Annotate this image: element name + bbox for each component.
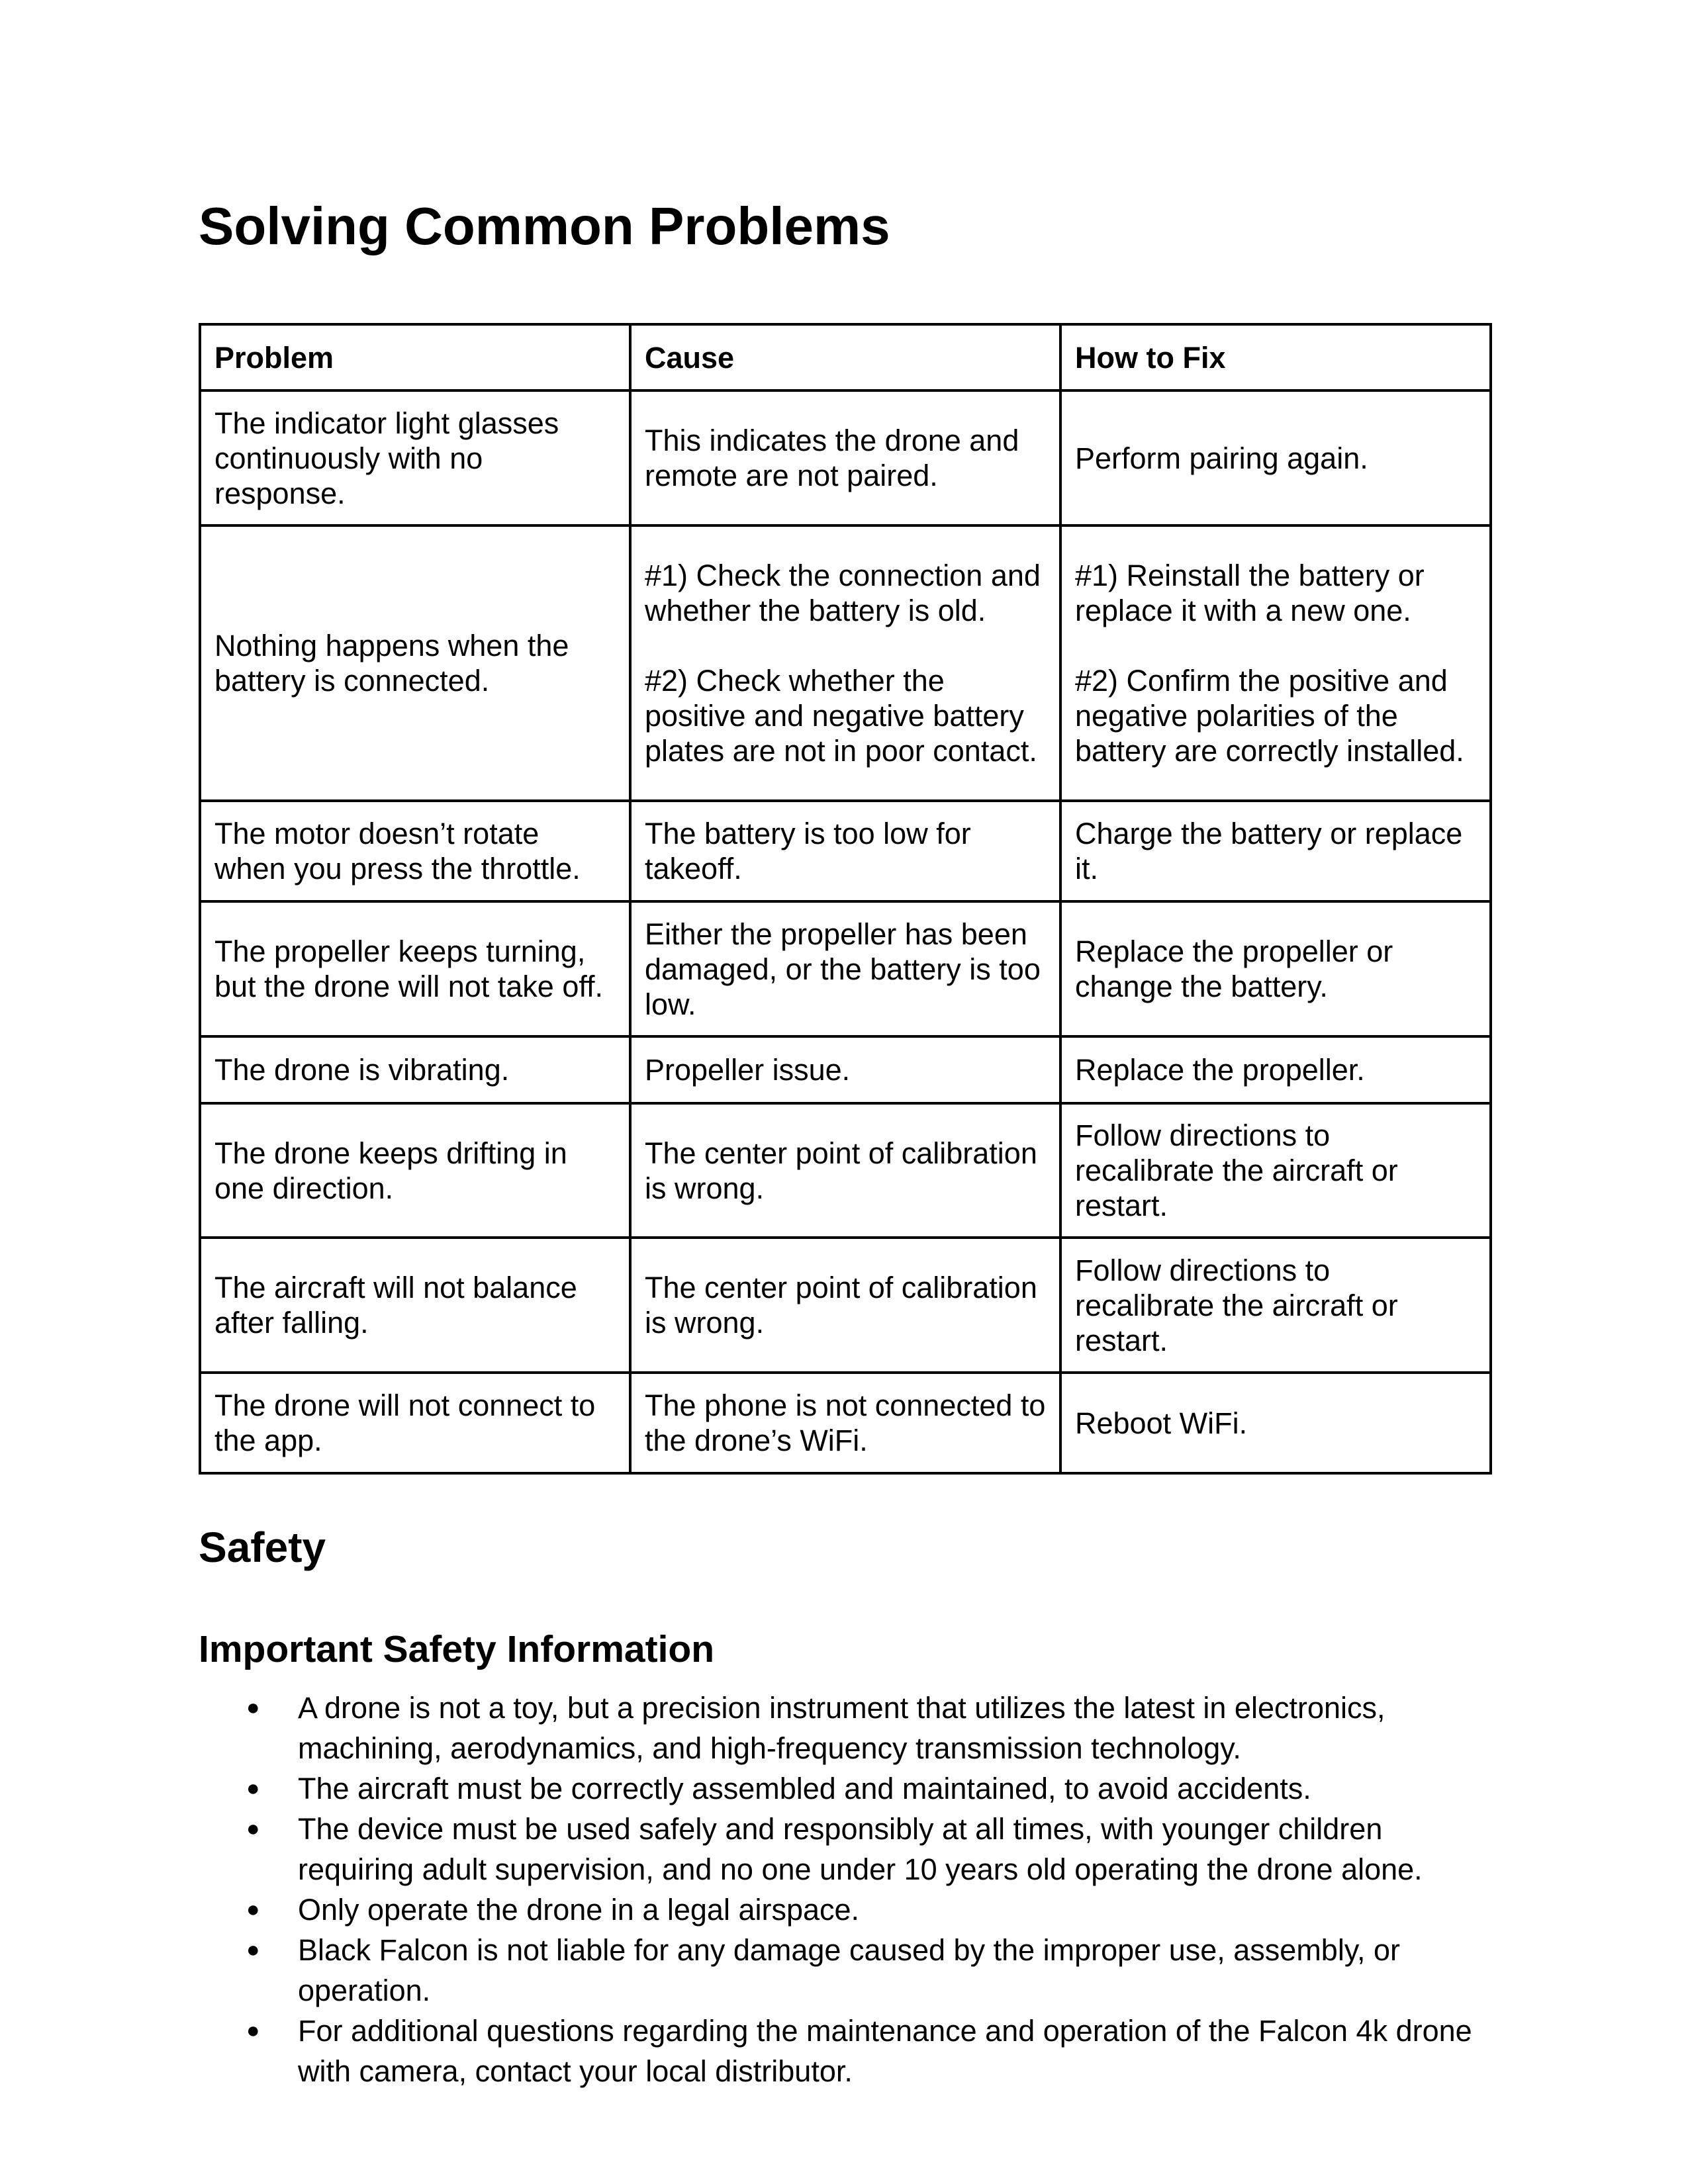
safety-subheading: Important Safety Information	[199, 1628, 715, 1670]
problem-cell	[200, 1238, 630, 1373]
fix-cell	[1060, 1036, 1491, 1103]
problem-cell	[200, 1103, 630, 1238]
cell-text: Either the propeller has been damaged, or the battery is too low.	[645, 917, 1041, 1021]
list-item-text: A drone is not a toy, but a precision instrument that utilizes the latest in electronics, machining, aerodynamics, and high-frequency transmission technology.	[298, 1691, 1385, 1765]
cause-cell	[630, 801, 1060, 901]
safety-list	[199, 1688, 1489, 2091]
list-item-text: Only operate the drone in a legal airspace.	[298, 1893, 860, 1927]
table-row	[200, 1036, 1491, 1103]
list-item	[199, 1768, 1489, 1809]
fix-cell	[1060, 390, 1491, 525]
table-header-row	[200, 324, 1491, 390]
fix-cell	[1060, 801, 1491, 901]
list-item	[199, 1688, 1489, 1768]
cause-cell	[630, 901, 1060, 1036]
cell-text: The drone keeps drifting in one direction.	[214, 1136, 567, 1205]
cause-cell	[630, 1373, 1060, 1473]
bullet-icon: ●	[246, 2018, 260, 2043]
cause-cell	[630, 390, 1060, 525]
list-item	[199, 1930, 1489, 2011]
header-how-to-fix: How to Fix	[1060, 324, 1491, 390]
cause-cell	[630, 1238, 1060, 1373]
list-item-text: Black Falcon is not liable for any damage caused by the improper use, assembly, or operation.	[298, 1933, 1400, 2007]
cell-text: The indicator light glasses continuously with no response.	[214, 406, 559, 510]
cell-text: Follow directions to recalibrate the aircraft or restart.	[1075, 1118, 1398, 1222]
problem-cell	[200, 801, 630, 901]
table-row	[200, 390, 1491, 525]
fix-cell	[1060, 901, 1491, 1036]
cell-text: This indicates the drone and remote are not paired.	[645, 424, 1019, 492]
cell-text: The aircraft will not balance after falling.	[214, 1271, 577, 1340]
cell-text: #2) Confirm the positive and negative polarities of the battery are correctly installed.	[1075, 664, 1464, 768]
table-row	[200, 901, 1491, 1036]
cell-text: #2) Check whether the positive and negative battery plates are not in poor contact.	[645, 664, 1037, 768]
list-item	[199, 2011, 1489, 2091]
problem-cell	[200, 1373, 630, 1473]
cell-text: #1) Check the connection and whether the battery is old.	[645, 559, 1041, 627]
problem-cell	[200, 390, 630, 525]
header-problem: Problem	[200, 324, 630, 390]
cell-text: The drone will not connect to the app.	[214, 1388, 596, 1457]
list-item-text: The aircraft must be correctly assembled and maintained, to avoid accidents.	[298, 1772, 1311, 1805]
list-item	[199, 1889, 1489, 1930]
problem-cell	[200, 525, 630, 801]
cell-text: The propeller keeps turning, but the drone will not take off.	[214, 934, 604, 1003]
table-row	[200, 1238, 1491, 1373]
list-item	[199, 1809, 1489, 1889]
bullet-icon: ●	[246, 1776, 260, 1801]
table-row	[200, 1103, 1491, 1238]
table-row	[200, 1373, 1491, 1473]
cause-cell	[630, 525, 1060, 801]
cause-cell	[630, 1036, 1060, 1103]
cell-text: #1) Reinstall the battery or replace it with a new one.	[1075, 559, 1425, 627]
bullet-icon: ●	[246, 1937, 260, 1962]
page-title: Solving Common Problems	[199, 197, 890, 255]
cause-cell	[630, 1103, 1060, 1238]
bullet-icon: ●	[246, 1897, 260, 1922]
table-row	[200, 801, 1491, 901]
cell-text: Propeller issue.	[645, 1053, 851, 1087]
list-item-text: For additional questions regarding the maintenance and operation of the Falcon 4k drone with camera, contact your local distributor.	[298, 2014, 1472, 2088]
list-item-text: The device must be used safely and responsibly at all times, with younger children requiring adult supervision, and no one under 10 years old operating the drone alone.	[298, 1812, 1423, 1886]
header-cause: Cause	[630, 324, 1060, 390]
troubleshooting-table	[199, 323, 1492, 1475]
safety-heading: Safety	[199, 1524, 326, 1571]
cell-text: The center point of calibration is wrong.	[645, 1271, 1037, 1340]
fix-cell	[1060, 1238, 1491, 1373]
cell-text: Follow directions to recalibrate the aircraft or restart.	[1075, 1253, 1398, 1357]
bullet-icon: ●	[246, 1695, 260, 1720]
table-row	[200, 525, 1491, 801]
cell-text: Perform pairing again.	[1075, 441, 1368, 475]
cell-text: Replace the propeller or change the battery.	[1075, 934, 1393, 1003]
cell-text: Replace the propeller.	[1075, 1053, 1365, 1087]
fix-cell	[1060, 1373, 1491, 1473]
problem-cell	[200, 1036, 630, 1103]
cell-text: Nothing happens when the battery is connected.	[214, 629, 569, 698]
cell-text: The center point of calibration is wrong.	[645, 1136, 1037, 1205]
cell-text: The phone is not connected to the drone’s WiFi.	[645, 1388, 1046, 1457]
cell-text: Charge the battery or replace it.	[1075, 817, 1463, 886]
bullet-icon: ●	[246, 1816, 260, 1841]
cell-text: Reboot WiFi.	[1075, 1406, 1248, 1440]
fix-cell	[1060, 525, 1491, 801]
fix-cell	[1060, 1103, 1491, 1238]
cell-text: The drone is vibrating.	[214, 1053, 510, 1087]
cell-text: The motor doesn’t rotate when you press the throttle.	[214, 817, 581, 886]
problem-cell	[200, 901, 630, 1036]
cell-text: The battery is too low for takeoff.	[645, 817, 971, 886]
